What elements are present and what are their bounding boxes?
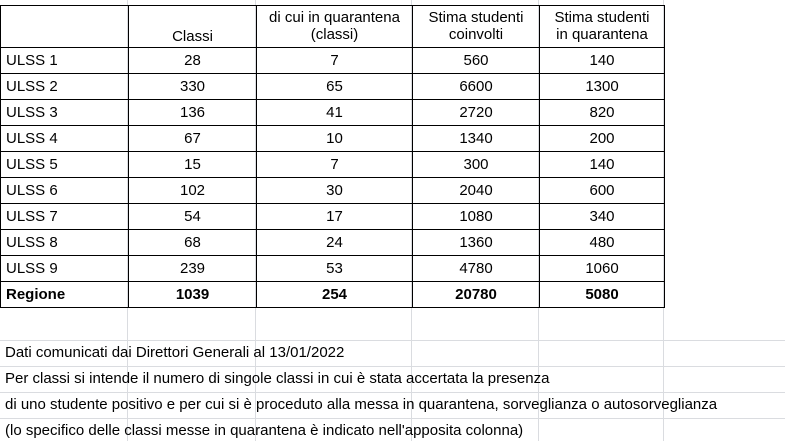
district-label-cell[interactable]: ULSS 1	[1, 48, 129, 74]
table-row	[1, 152, 665, 178]
note-line: di uno studente positivo e per cui si è proceduto alla messa in quarantena, sorveglianza o autosorveglianza	[5, 396, 718, 413]
quarantine-classes-cell[interactable]: 7	[257, 152, 413, 178]
table-row	[1, 204, 665, 230]
students-quarantine-cell[interactable]: 140	[540, 48, 665, 74]
students-involved-cell[interactable]: 560	[413, 48, 540, 74]
quarantine-classes-cell[interactable]: 17	[257, 204, 413, 230]
students-quarantine-cell[interactable]: 340	[540, 204, 665, 230]
quarantine-classes-cell[interactable]: 10	[257, 126, 413, 152]
students-quarantine-cell[interactable]: 200	[540, 126, 665, 152]
table-row	[1, 74, 665, 100]
students-quarantine-cell[interactable]: 1300	[540, 74, 665, 100]
grid-row-line	[0, 340, 785, 341]
quarantine-classes-cell[interactable]: 24	[257, 230, 413, 256]
classi-cell[interactable]: 68	[129, 230, 257, 256]
note-line: (lo specifico delle classi messe in quarantena è indicato nell'apposita colonna)	[5, 422, 524, 439]
classi-cell[interactable]: 102	[129, 178, 257, 204]
table-row	[1, 256, 665, 282]
district-label-cell[interactable]: Regione	[1, 282, 129, 308]
header-cell-classi[interactable]: Classi	[129, 6, 257, 48]
district-label-cell[interactable]: ULSS 2	[1, 74, 129, 100]
header-row	[1, 6, 665, 48]
header-cell-quarantine-classes[interactable]: di cui in quarantena (classi)	[257, 6, 413, 48]
students-quarantine-cell[interactable]: 140	[540, 152, 665, 178]
district-label-cell[interactable]: ULSS 6	[1, 178, 129, 204]
students-quarantine-cell[interactable]: 600	[540, 178, 665, 204]
district-label-cell[interactable]: ULSS 3	[1, 100, 129, 126]
students-involved-cell[interactable]: 300	[413, 152, 540, 178]
classi-cell[interactable]: 54	[129, 204, 257, 230]
classi-cell[interactable]: 330	[129, 74, 257, 100]
students-involved-cell[interactable]: 1080	[413, 204, 540, 230]
students-quarantine-cell[interactable]: 820	[540, 100, 665, 126]
district-label-cell[interactable]: ULSS 7	[1, 204, 129, 230]
quarantine-classes-cell[interactable]: 41	[257, 100, 413, 126]
table-row	[1, 100, 665, 126]
students-involved-cell[interactable]: 1360	[413, 230, 540, 256]
quarantine-classes-cell[interactable]: 30	[257, 178, 413, 204]
table-row	[1, 230, 665, 256]
quarantine-classes-cell[interactable]: 65	[257, 74, 413, 100]
grid-row-line	[0, 418, 785, 419]
students-involved-cell[interactable]: 2040	[413, 178, 540, 204]
header-cell-students-quarantine[interactable]: Stima studenti in quarantena	[540, 6, 665, 48]
classi-cell[interactable]: 136	[129, 100, 257, 126]
district-label-cell[interactable]: ULSS 9	[1, 256, 129, 282]
classi-cell[interactable]: 28	[129, 48, 257, 74]
grid-row-line	[0, 366, 785, 367]
district-label-cell[interactable]: ULSS 8	[1, 230, 129, 256]
students-quarantine-cell[interactable]: 5080	[540, 282, 665, 308]
header-cell-students-involved[interactable]: Stima studenti coinvolti	[413, 6, 540, 48]
grid-row-line	[0, 392, 785, 393]
total-row	[1, 282, 665, 308]
table-row	[1, 178, 665, 204]
district-label-cell[interactable]: ULSS 5	[1, 152, 129, 178]
students-involved-cell[interactable]: 2720	[413, 100, 540, 126]
students-quarantine-cell[interactable]: 1060	[540, 256, 665, 282]
quarantine-classes-cell[interactable]: 254	[257, 282, 413, 308]
header-cell-empty[interactable]	[1, 6, 129, 48]
students-involved-cell[interactable]: 6600	[413, 74, 540, 100]
classi-cell[interactable]: 67	[129, 126, 257, 152]
students-involved-cell[interactable]: 4780	[413, 256, 540, 282]
classi-cell[interactable]: 1039	[129, 282, 257, 308]
quarantine-table	[0, 5, 665, 308]
note-line: Per classi si intende il numero di singole classi in cui è stata accertata la presenza	[5, 370, 550, 387]
district-label-cell[interactable]: ULSS 4	[1, 126, 129, 152]
quarantine-classes-cell[interactable]: 53	[257, 256, 413, 282]
students-involved-cell[interactable]: 20780	[413, 282, 540, 308]
classi-cell[interactable]: 239	[129, 256, 257, 282]
students-quarantine-cell[interactable]: 480	[540, 230, 665, 256]
table-row	[1, 126, 665, 152]
classi-cell[interactable]: 15	[129, 152, 257, 178]
students-involved-cell[interactable]: 1340	[413, 126, 540, 152]
note-line: Dati comunicati dai Direttori Generali al 13/01/2022	[5, 344, 345, 361]
quarantine-classes-cell[interactable]: 7	[257, 48, 413, 74]
table-row	[1, 48, 665, 74]
